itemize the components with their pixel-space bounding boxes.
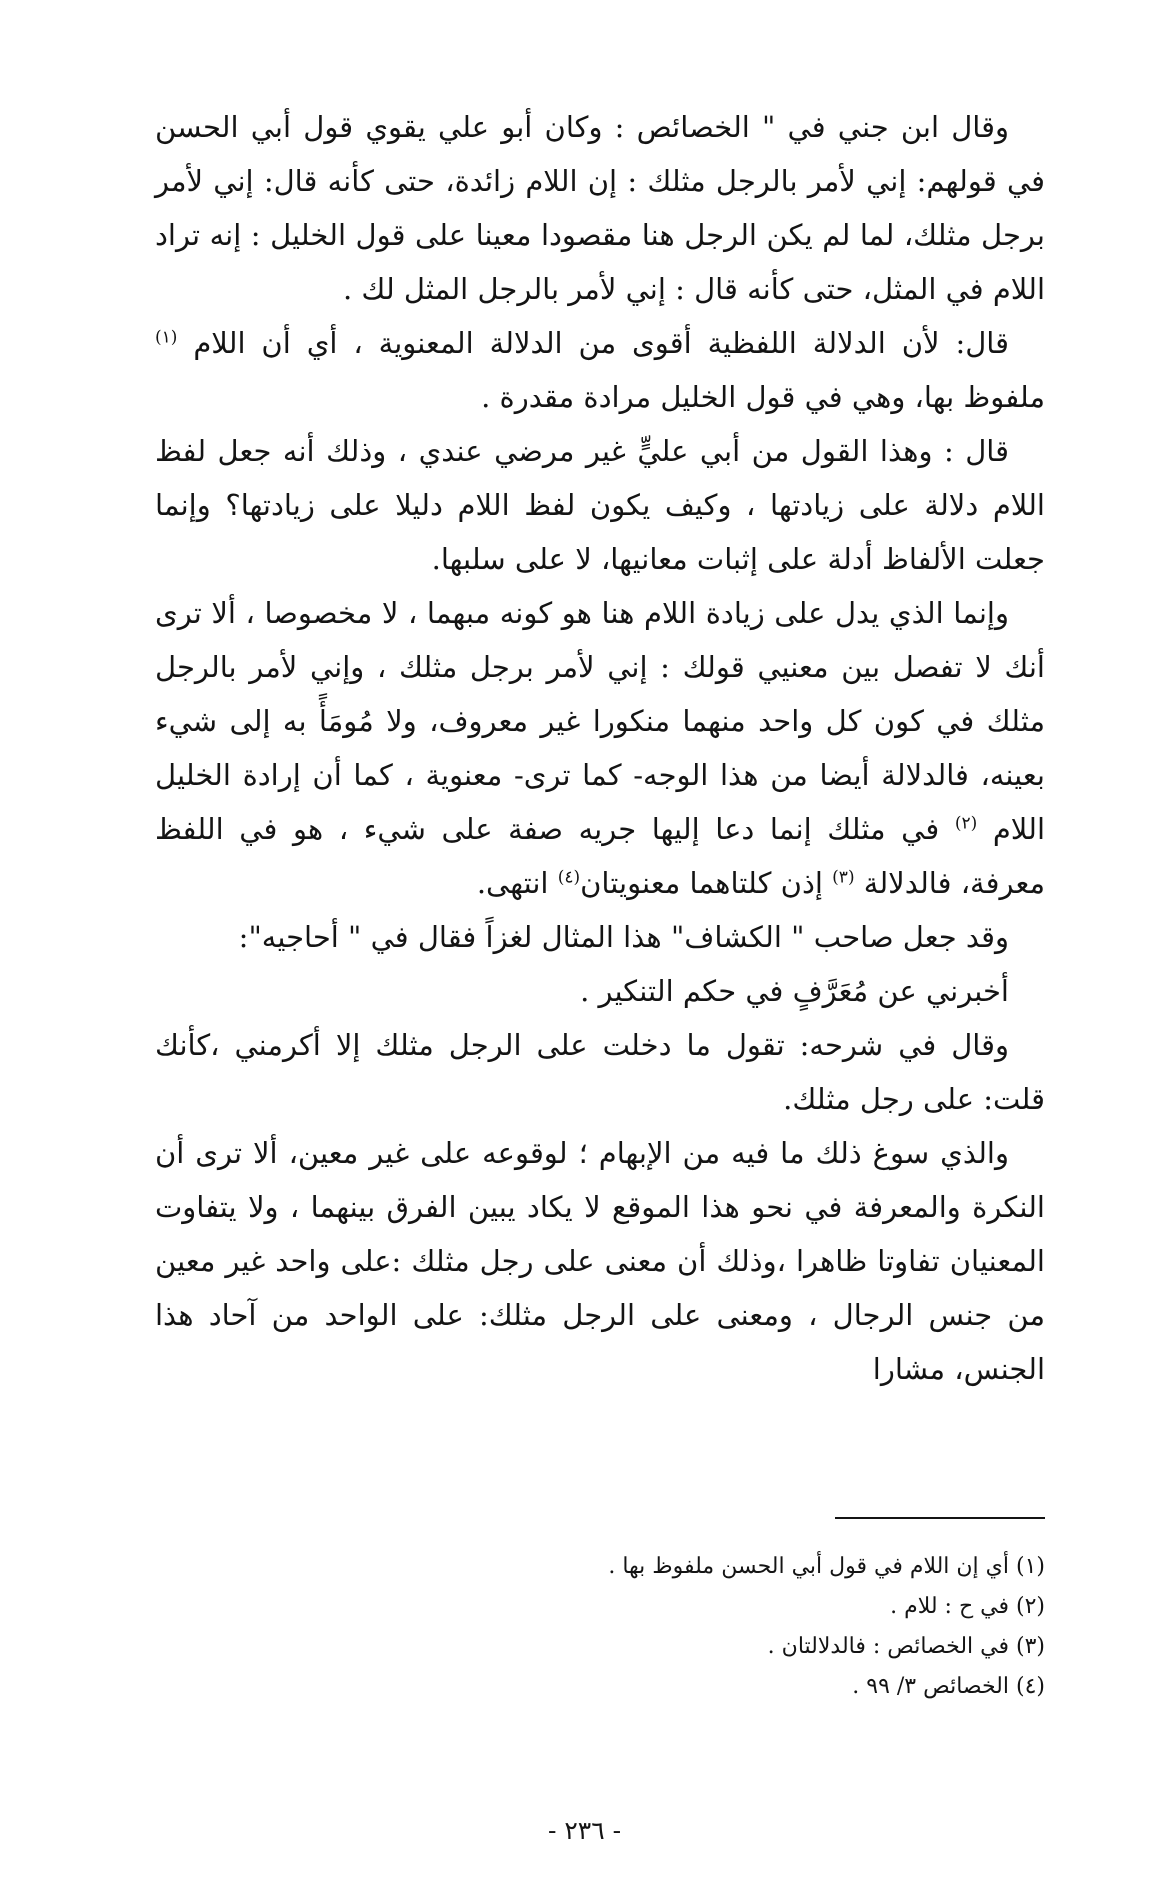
paragraph-ibn-jinni-quote: وقال ابن جني في " الخصائص : وكان أبو علي يقوي قول أبي الحسن في قولهم: إني لأمر بالرجل مثلك : إن اللام زائدة، حتى كأنه قال: إني لأمر برجل مثلك، لما لم يكن الرجل هنا مقصودا معينا على قول الخليل : إنه تراد اللام في المثل، حتى كأنه قال : إني لأمر بالرجل المثل لك . [155, 110, 1045, 306]
footnote-3: (٣) في الخصائص : فالدلالتان . [767, 1634, 1045, 1659]
paragraph-text: وإنما الذي يدل على زيادة اللام هنا هو كونه مبهما ، لا مخصوصا ، ألا ترى أنك لا تفصل بين معنيي قولك : إني لأمر برجل مثلك ، وإني لأمر بالرجل مثلك في كون كل واحد منهما منكورا غير معروف، ولا مُومَأً به إلى شيء بعينه، فالدلالة أيضا من هذا الوجه- كما ترى- معنوية ، كما أن إرادة الخليل اللام [155, 596, 1045, 846]
main-text [155, 100, 1045, 1396]
paragraph-mubham [155, 586, 1045, 910]
paragraph-kashshaf: وقد جعل صاحب " الكشاف" هذا المثال لغزاً فقال في " أحاجيه": [238, 920, 1009, 954]
footnote-ref-2: (٢) [954, 813, 978, 834]
paragraph-text: انتهى. [476, 866, 549, 900]
footnote-ref-1: (١) [155, 327, 178, 348]
paragraph-text: ملفوظ بها، وهي في قول الخليل مرادة مقدرة . [481, 380, 1045, 414]
paragraph-lafziya-dalala [155, 316, 1045, 424]
page-number: - ٢٣٦ - [547, 1816, 622, 1845]
paragraph-text: في مثلك إنما دعا إليها جريه صفة على شيء ، هو في اللفظ معرفة، فالدلالة [155, 812, 1045, 900]
footnotes [155, 1547, 1045, 1707]
paragraph-text: إذن كلتاهما معنويتان [580, 866, 823, 900]
footnote-separator [835, 1517, 1045, 1519]
paragraph-text: قال: لأن الدلالة اللفظية أقوى من الدلالة المعنوية ، أي أن اللام [193, 326, 1009, 360]
footnote-4: (٤) الخصائص ٣/ ٩٩ . [852, 1674, 1045, 1699]
paragraph-riddle: أخبرني عن مُعَرَّفٍ في حكم التنكير . [580, 974, 1009, 1008]
footnote-ref-3: (٣) [832, 867, 855, 888]
paragraph-abu-ali-opinion: قال : وهذا القول من أبي عليٍّ غير مرضي عندي ، وذلك أنه جعل لفظ اللام دلالة على زيادتها ، وكيف يكون لفظ اللام دليلا على زيادتها؟ وإنما جعلت الألفاظ أدلة على إثبات معانيها، لا على سلبها. [155, 434, 1045, 576]
footnote-ref-4: (٤) [557, 867, 581, 888]
paragraph-ibham: والذي سوغ ذلك ما فيه من الإبهام ؛ لوقوعه على غير معين، ألا ترى أن النكرة والمعرفة في نحو هذا الموقع لا يكاد يبين الفرق بينهما ، ولا يتفاوت المعنيان تفاوتا ظاهرا ،وذلك أن معنى على رجل مثلك :على واحد غير معين من جنس الرجال ، ومعنى على الرجل مثلك: على الواحد من آحاد هذا الجنس، مشارا [155, 1136, 1045, 1386]
paragraph-sharh: وقال في شرحه: تقول ما دخلت على الرجل مثلك إلا أكرمني ،كأنك قلت: على رجل مثلك. [155, 1028, 1045, 1116]
footnote-2: (٢) في ح : للام . [890, 1594, 1045, 1619]
footnote-1: (١) أي إن اللام في قول أبي الحسن ملفوظ بها . [608, 1554, 1045, 1579]
